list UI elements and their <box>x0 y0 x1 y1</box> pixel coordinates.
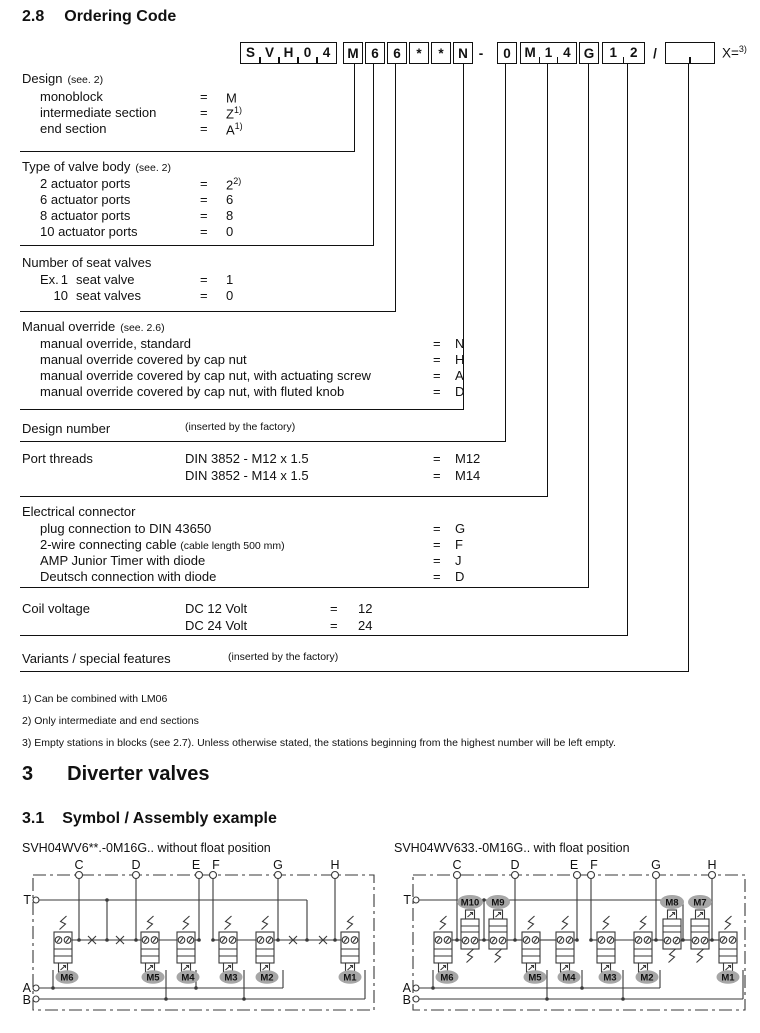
code-box-design-number: 0 <box>497 42 517 64</box>
spec-row: end section = $A^{1)}$ <box>40 121 243 138</box>
spec-row: plug connection to DIN 43650 = G <box>40 521 466 536</box>
section-title-design: Design (see. 2) <box>22 71 104 86</box>
code-char-empty <box>666 43 690 63</box>
port-label: E <box>569 858 579 872</box>
equals-sign: = <box>433 537 441 552</box>
valve-label: M6 <box>60 972 74 984</box>
spec-row: monoblock = M <box>40 89 237 106</box>
equals-sign: = <box>433 553 441 568</box>
valve-label: M10 <box>460 897 480 909</box>
port-label: D <box>131 858 141 872</box>
valve-label: M9 <box>491 897 505 909</box>
equals-sign: = <box>433 336 441 351</box>
valve-label: M1 <box>721 972 735 984</box>
equals-sign: = <box>433 569 441 584</box>
code-char: 1 <box>603 43 624 63</box>
equals-sign: = <box>433 384 441 399</box>
spec-row: Design number (inserted by the factory) <box>22 421 296 436</box>
bracket-line <box>20 635 628 636</box>
equals-sign: = <box>433 468 441 483</box>
bracket-line <box>20 496 548 497</box>
code-char: 0 <box>298 43 317 63</box>
section-title-valve-body: Type of valve body (see. 2) <box>22 159 172 174</box>
spec-row: 10 seat valves = 0 <box>53 288 234 303</box>
bracket-line <box>20 311 396 312</box>
section-heading-diverter-valves: 3 Diverter valves <box>22 763 210 785</box>
spec-row: Variants / special features (inserted by the factory) <box>22 651 339 666</box>
spec-row: DIN 3852 - M14 x 1.5 = M14 <box>185 468 481 483</box>
valve-label: M7 <box>693 897 707 909</box>
port-label: C <box>452 858 462 872</box>
code-box-connector: G <box>579 42 599 64</box>
spec-row: manual override covered by cap nut, with fluted knob = D <box>40 384 465 399</box>
valve-label: M5 <box>528 972 542 984</box>
code-box-valve-body: 6 <box>365 42 385 64</box>
hydraulic-diagram-without-float <box>20 858 376 1020</box>
page-title: Ordering Code <box>64 8 177 25</box>
bracket-line <box>20 587 589 588</box>
valve-label: M4 <box>181 972 195 984</box>
spec-row: Coil voltage DC 12 Volt = 12 <box>22 601 373 616</box>
bracket-line <box>20 409 464 410</box>
valve-label: M3 <box>224 972 238 984</box>
section-heading-ordering-code <box>22 8 176 26</box>
valve-label: M8 <box>665 897 679 909</box>
code-box-seat-valves: 6 <box>387 42 407 64</box>
valve-label: M3 <box>603 972 617 984</box>
equals-sign: = <box>200 208 208 223</box>
equals-sign: = <box>433 352 441 367</box>
code-dash: - <box>478 45 484 61</box>
equals-sign: = <box>433 521 441 536</box>
port-label: G <box>651 858 661 872</box>
port-label: F <box>590 858 598 872</box>
equals-sign: = <box>200 105 208 120</box>
section-title-seat-valves: Number of seat valves <box>22 255 152 270</box>
code-char: H <box>279 43 298 63</box>
port-label: F <box>212 858 220 872</box>
spec-row: DC 24 Volt = 24 <box>185 618 373 633</box>
valve-label: M5 <box>146 972 160 984</box>
code-box-override: N <box>453 42 473 64</box>
code-box-design: M <box>343 42 363 64</box>
valve-label: M4 <box>562 972 576 984</box>
equals-sign: = <box>330 618 338 633</box>
valve-labels <box>56 970 362 984</box>
port-label: A <box>402 981 411 995</box>
spec-row: manual override covered by cap nut, with actuating screw = A <box>40 368 464 383</box>
spec-row: 6 actuator ports = 6 <box>40 192 234 207</box>
port-label: G <box>273 858 283 872</box>
code-char: 1 <box>539 43 557 63</box>
port-label: H <box>330 858 340 872</box>
spec-row: manual override, standard = N <box>40 336 465 351</box>
equals-sign: = <box>433 368 441 383</box>
equals-sign: = <box>200 89 208 104</box>
code-char-empty <box>690 43 714 63</box>
code-box-port-threads <box>520 42 577 64</box>
block-outline <box>33 875 374 1010</box>
section-number: 2.8 <box>22 8 45 25</box>
port-label: D <box>510 858 520 872</box>
port-label: E <box>191 858 201 872</box>
code-char: 2 <box>629 45 638 60</box>
diagram-title-right: SVH04WV633.-0M16G.. with float position <box>394 841 630 855</box>
spec-row: AMP Junior Timer with diode = J <box>40 553 462 568</box>
port-label: B <box>402 993 411 1007</box>
valve-symbols <box>434 910 737 972</box>
valve-symbols <box>54 916 359 972</box>
valve-label: M2 <box>260 972 274 984</box>
spec-row: intermediate section = $Z^{1)}$ <box>40 105 242 122</box>
code-char: V <box>260 43 279 63</box>
section-title-override: Manual override (see. 2.6) <box>22 319 165 334</box>
spec-row: 2 actuator ports = 2$^{2)}$ <box>40 176 242 193</box>
port-label: T <box>403 893 411 907</box>
spec-row: manual override covered by cap nut = H <box>40 352 465 367</box>
code-box-voltage <box>602 42 645 64</box>
code-box-star1: * <box>409 42 429 64</box>
bracket-line <box>20 151 355 152</box>
connector-line-connector <box>588 63 589 588</box>
spec-row: 2-wire connecting cable (cable length 500 mm) = F <box>40 537 463 552</box>
code-x-label: X=$^{3)}$ <box>722 44 747 61</box>
bracket-line <box>20 245 374 246</box>
port-label: B <box>22 993 31 1007</box>
code-char: M <box>521 43 539 63</box>
port-label: H <box>707 858 717 872</box>
spec-row: 8 actuator ports = 8 <box>40 208 234 223</box>
hydraulic-diagram-with-float <box>392 858 748 1020</box>
code-box-star2: * <box>431 42 451 64</box>
equals-sign: = <box>200 121 208 136</box>
equals-sign: = <box>433 451 441 466</box>
equals-sign: = <box>200 288 208 303</box>
spec-row: 10 actuator ports = 0 <box>40 224 234 239</box>
valve-label: M6 <box>440 972 454 984</box>
valve-label: M1 <box>343 972 357 984</box>
equals-sign: = <box>200 272 208 287</box>
code-char: 4 <box>322 45 331 60</box>
port-label: C <box>74 858 84 872</box>
diagram-title-left: SVH04WV6**.-0M16G.. without float position <box>22 841 271 855</box>
footnote-3: 3) Empty stations in blocks (see 2.7). Unless otherwise stated, the stations beginning from the highest number will be left empty. <box>22 737 616 749</box>
code-box-variants-empty <box>665 42 715 64</box>
section-heading-symbol-assembly: 3.1 Symbol / Assembly example <box>22 810 277 827</box>
equals-sign: = <box>200 192 208 207</box>
code-char: 4 <box>563 45 571 60</box>
port-label: A <box>22 981 31 995</box>
code-char: S <box>241 43 260 63</box>
equals-sign: = <box>200 224 208 239</box>
footnote-1: 1) Can be combined with LM06 <box>22 693 168 705</box>
bracket-line <box>20 441 506 442</box>
spec-row: Ex. 1 seat valve = 1 <box>40 272 234 287</box>
bracket-line <box>20 671 689 672</box>
equals-sign: = <box>330 601 338 616</box>
port-label: T <box>23 893 31 907</box>
code-box-series <box>240 42 337 64</box>
section-title-connector: Electrical connector <box>22 504 136 519</box>
equals-sign: = <box>200 176 208 191</box>
spec-row: Port threads DIN 3852 - M12 x 1.5 = M12 <box>22 451 481 466</box>
spec-row: Deutsch connection with diode = D <box>40 569 465 584</box>
valve-label: M2 <box>640 972 654 984</box>
code-slash: / <box>653 45 657 61</box>
footnote-2: 2) Only intermediate and end sections <box>22 715 199 727</box>
